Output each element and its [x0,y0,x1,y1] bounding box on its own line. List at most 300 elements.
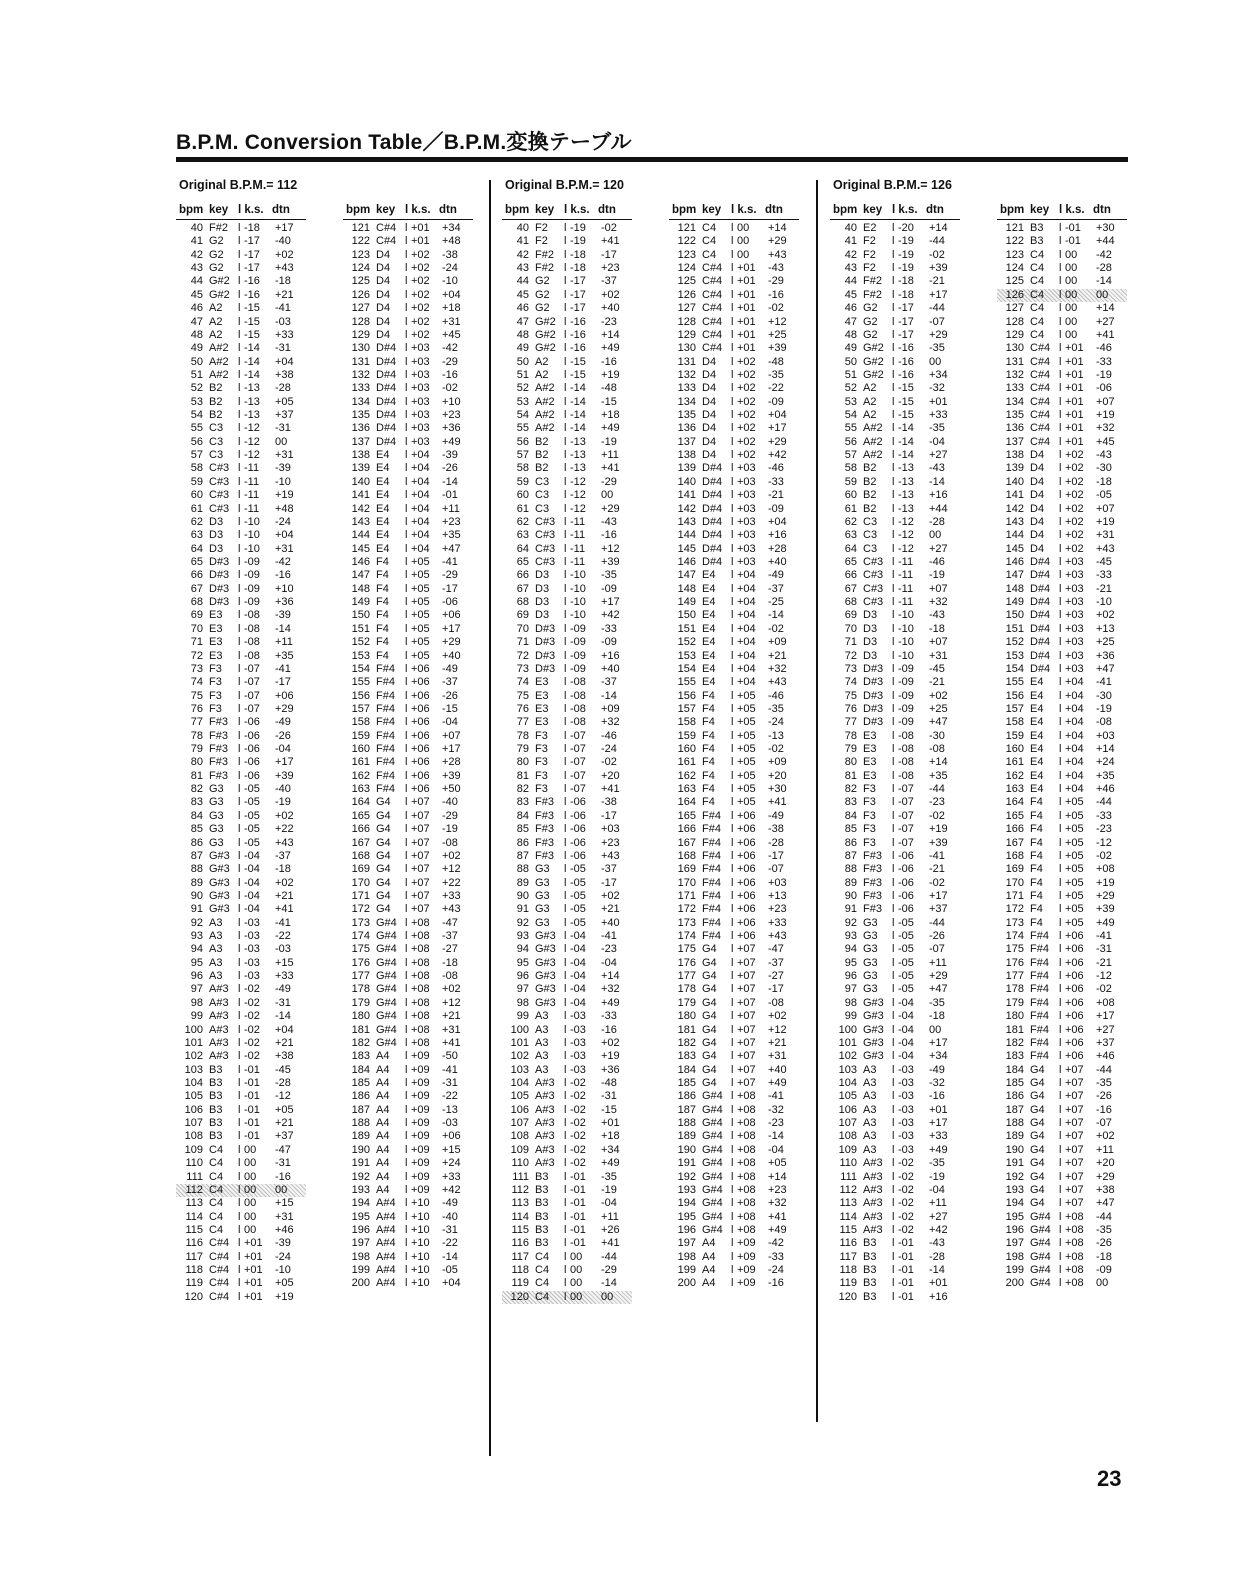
detune-value: -47 [275,1143,291,1156]
key-shift-value: +09 [411,1050,430,1063]
header-ks: l k.s. [238,204,264,216]
key-value: A#4 [376,1197,396,1210]
table-row [502,356,632,369]
separator: l [564,1090,567,1103]
bpm-value: 188 [677,1117,696,1130]
detune-value: +19 [1096,409,1115,422]
bpm-value: 138 [677,449,696,462]
detune-value: +27 [1096,315,1115,328]
separator: l [731,783,734,796]
separator: l [731,1250,734,1263]
key-shift-value: +10 [411,1210,430,1223]
table-row [176,422,306,435]
separator: l [405,1063,408,1076]
key-value: A4 [376,1170,390,1183]
key-shift-value: -14 [898,422,914,435]
separator: l [564,1010,567,1023]
table-row [830,783,960,796]
bpm-value: 172 [351,903,370,916]
detune-value: -04 [929,435,945,448]
table-row [176,516,306,529]
key-shift-value: +05 [411,636,430,649]
separator: l [892,903,895,916]
separator: l [892,1117,895,1130]
separator: l [1059,1010,1062,1023]
detune-value: -46 [1096,342,1112,355]
separator: l [1059,596,1062,609]
detune-value: +30 [768,783,787,796]
separator: l [1059,809,1062,822]
separator: l [892,1250,895,1263]
key-value: C4 [209,1170,224,1183]
detune-value: -04 [768,1143,784,1156]
bpm-value: 146 [1005,555,1024,568]
separator: l [405,983,408,996]
detune-value: -16 [1096,1103,1112,1116]
key-value: D#3 [209,596,230,609]
detune-value: -33 [768,475,784,488]
key-value: A4 [376,1103,390,1116]
separator: l [564,1290,567,1303]
key-shift-value: +08 [737,1197,756,1210]
key-shift-value: -15 [898,395,914,408]
table-row [343,983,473,996]
separator: l [564,248,567,261]
separator: l [564,702,567,715]
table-row [502,730,632,743]
key-value: A#4 [376,1237,396,1250]
bpm-value: 115 [839,1223,857,1236]
bpm-value: 124 [351,262,370,275]
bpm-value: 152 [677,636,696,649]
table-row [669,1157,799,1170]
key-value: A2 [535,355,549,368]
table-row [502,997,632,1010]
bpm-value: 67 [516,582,529,595]
detune-value: -28 [768,836,784,849]
key-value: D4 [702,422,717,435]
separator: l [405,569,408,582]
table-row [176,730,306,743]
key-value: G#4 [702,1103,723,1116]
separator: l [731,529,734,542]
key-value: B2 [863,475,877,488]
bpm-value: 72 [516,649,529,662]
key-value: D4 [702,395,717,408]
key-shift-value: -01 [570,1210,586,1223]
table-row [669,823,799,836]
detune-value: +46 [1096,1050,1115,1063]
separator: l [1059,315,1062,328]
key-value: B2 [209,409,223,422]
bpm-value: 96 [190,970,203,983]
key-value: D#4 [1030,596,1051,609]
table-row [176,890,306,903]
separator: l [892,235,895,248]
bpm-value: 189 [677,1130,696,1143]
separator: l [238,1117,241,1130]
table-column [343,204,473,1291]
bpm-value: 58 [190,462,203,475]
key-shift-value: -17 [898,328,914,341]
key-value: B3 [863,1250,877,1263]
key-value: C3 [535,475,550,488]
detune-value: +18 [601,409,620,422]
table-row [997,1104,1127,1117]
separator: l [731,542,734,555]
table-row [502,1077,632,1090]
bpm-value: 110 [511,1157,529,1170]
detune-value: -10 [442,275,458,288]
key-shift-value: -03 [244,956,260,969]
table-row [176,863,306,876]
separator: l [892,849,895,862]
key-value: G3 [863,943,878,956]
key-value: C3 [863,529,878,542]
separator: l [405,435,408,448]
separator: l [892,302,895,315]
bpm-value: 131 [351,355,370,368]
key-shift-value: -05 [570,863,586,876]
key-value: F#3 [863,876,882,889]
key-shift-value: -08 [570,689,586,702]
table-row [502,1010,632,1023]
key-value: G4 [376,823,391,836]
bpm-value: 71 [844,636,857,649]
detune-value: +25 [1096,636,1115,649]
key-shift-value: -01 [244,1130,260,1143]
separator: l [405,1010,408,1023]
key-value: F4 [376,582,389,595]
bpm-value: 76 [190,702,203,715]
table-row [830,1010,960,1023]
bpm-value: 94 [190,943,203,956]
bpm-value: 166 [677,823,696,836]
detune-value: +29 [929,328,948,341]
bpm-value: 155 [677,676,696,689]
key-shift-value: -13 [244,409,260,422]
key-value: G#4 [702,1223,723,1236]
detune-value: +17 [275,222,294,234]
detune-value: +12 [442,863,461,876]
bpm-value: 74 [190,676,203,689]
separator: l [731,1223,734,1236]
key-value: A3 [863,1063,877,1076]
bpm-value: 147 [351,569,370,582]
bpm-value: 58 [516,462,529,475]
separator: l [731,1130,734,1143]
separator: l [564,1223,567,1236]
key-shift-value: +06 [737,836,756,849]
separator: l [1059,1143,1062,1156]
key-value: G#4 [702,1210,723,1223]
key-shift-value: -08 [244,622,260,635]
separator: l [238,288,241,301]
table-row [502,676,632,689]
bpm-value: 140 [677,475,696,488]
separator: l [238,889,241,902]
bpm-value: 147 [677,569,696,582]
table-row [830,1064,960,1077]
key-shift-value: +10 [411,1237,430,1250]
detune-value: +09 [601,702,620,715]
key-shift-value: +05 [411,555,430,568]
key-shift-value: -04 [570,943,586,956]
key-shift-value: -03 [898,1143,914,1156]
bpm-value: 180 [1005,1010,1024,1023]
table-row [669,1064,799,1077]
key-value: C4 [209,1143,224,1156]
separator: l [892,729,895,742]
key-shift-value: -01 [570,1197,586,1210]
bpm-value: 42 [190,248,203,261]
table-row [997,329,1127,342]
key-shift-value: -17 [570,302,586,315]
bpm-value: 96 [516,970,529,983]
bpm-value: 139 [1005,462,1024,475]
bpm-value: 200 [1005,1277,1024,1290]
bpm-value: 147 [1005,569,1024,582]
bpm-value: 192 [677,1170,696,1183]
bpm-value: 162 [677,769,696,782]
bpm-value: 175 [677,943,696,956]
table-row [669,289,799,302]
separator: l [731,1264,734,1277]
detune-value: -41 [275,916,291,929]
key-value: A3 [535,1010,549,1023]
separator: l [564,889,567,902]
separator: l [405,328,408,341]
key-value: G4 [702,1036,717,1049]
detune-value: -38 [768,823,784,836]
bpm-value: 178 [351,983,370,996]
key-shift-value: -06 [244,729,260,742]
key-value: F#2 [209,222,228,234]
key-shift-value: -09 [244,582,260,595]
table-row [830,1197,960,1210]
key-value: D#4 [376,382,397,395]
detune-value: +35 [929,769,948,782]
detune-value: -41 [1096,930,1112,943]
table-row [502,1117,632,1130]
key-shift-value: -02 [244,1023,260,1036]
table-row [176,1237,306,1250]
detune-value: +18 [601,1130,620,1143]
key-value: F4 [376,636,389,649]
key-shift-value: 00 [570,1250,583,1263]
key-value: F3 [863,836,876,849]
detune-value: -31 [442,1223,458,1236]
bpm-value: 49 [516,342,529,355]
key-value: A2 [863,382,877,395]
key-value: G4 [376,876,391,889]
key-value: G3 [535,903,550,916]
bpm-value: 107 [838,1117,857,1130]
bpm-value: 60 [844,489,857,502]
detune-value: +22 [275,823,294,836]
bpm-value: 179 [1005,996,1024,1009]
table-row [669,489,799,502]
detune-value: -26 [1096,1237,1112,1250]
detune-value: +31 [768,1050,787,1063]
key-shift-value: +03 [737,529,756,542]
separator: l [564,222,567,234]
bpm-value: 118 [185,1264,203,1277]
detune-value: +46 [1096,783,1115,796]
table-row [343,850,473,863]
key-shift-value: +09 [737,1264,756,1277]
detune-value: -29 [442,355,458,368]
key-value: E4 [702,636,716,649]
table-row [343,1010,473,1023]
table-row [669,623,799,636]
table-row [830,396,960,409]
bpm-value: 146 [677,555,696,568]
bpm-value: 193 [351,1183,370,1196]
detune-value: -23 [601,315,617,328]
separator: l [892,796,895,809]
bpm-value: 51 [516,368,529,381]
key-shift-value: +08 [411,983,430,996]
detune-value: +31 [442,315,461,328]
detune-value: +17 [929,288,948,301]
table-row [502,1037,632,1050]
detune-value: +27 [929,449,948,462]
bpm-value: 100 [838,1023,857,1036]
key-shift-value: -03 [570,1050,586,1063]
key-value: G3 [863,956,878,969]
detune-value: -19 [929,1170,945,1183]
separator: l [238,1010,241,1023]
bpm-value: 65 [844,555,857,568]
key-value: A3 [863,1077,877,1089]
table-column [997,204,1127,1291]
key-shift-value: +07 [1065,1103,1084,1116]
key-shift-value: -02 [898,1223,914,1236]
key-value: B3 [863,1277,877,1290]
detune-value: -16 [768,288,784,301]
table-row [830,1211,960,1224]
key-shift-value: -01 [570,1170,586,1183]
table-row [830,1264,960,1277]
table-row [669,770,799,783]
key-shift-value: -12 [244,449,260,462]
bpm-value: 179 [677,996,696,1009]
key-shift-value: +05 [1065,836,1084,849]
key-value: C4 [535,1264,550,1277]
detune-value: -35 [1096,1223,1112,1236]
table-row [669,943,799,956]
separator: l [892,555,895,568]
key-value: F#3 [209,729,228,742]
key-shift-value: -08 [570,676,586,689]
separator: l [564,983,567,996]
table-row [502,422,632,435]
detune-value: -44 [601,1250,617,1263]
separator: l [405,769,408,782]
table-row [830,997,960,1010]
detune-value: -16 [442,368,458,381]
section-title: Original B.P.M.= 120 [505,178,624,192]
detune-value: +43 [442,903,461,916]
key-shift-value: -05 [898,983,914,996]
key-shift-value: +04 [737,596,756,609]
key-value: F4 [1030,916,1043,929]
table-row [830,462,960,475]
detune-value: +03 [1096,729,1115,742]
table-row [830,1050,960,1063]
bpm-value: 170 [677,876,696,889]
separator: l [564,422,567,435]
key-shift-value: +04 [411,529,430,542]
bpm-value: 65 [190,555,203,568]
separator: l [238,836,241,849]
separator: l [405,809,408,822]
detune-value: -40 [442,1210,458,1223]
table-row [343,810,473,823]
detune-value: +39 [768,342,787,355]
table-row [176,235,306,248]
bpm-value: 59 [844,475,857,488]
detune-value: +40 [442,649,461,662]
key-value: G#2 [535,342,556,355]
detune-value: -43 [1096,449,1112,462]
key-value: F3 [209,676,222,689]
separator: l [405,743,408,756]
key-shift-value: +07 [411,849,430,862]
original-bpm-row [176,1184,306,1197]
separator: l [1059,676,1062,689]
key-value: C#3 [863,582,884,595]
separator: l [405,502,408,515]
key-value: D4 [702,368,717,381]
detune-value: +21 [275,889,294,902]
bpm-value: 104 [510,1077,529,1089]
key-shift-value: -01 [898,1250,914,1263]
key-shift-value: -07 [898,796,914,809]
key-value: A#3 [535,1117,555,1130]
separator: l [238,395,241,408]
separator: l [1059,569,1062,582]
key-shift-value: -04 [898,1023,914,1036]
detune-value: -08 [1096,716,1112,729]
key-shift-value: -09 [898,716,914,729]
bpm-value: 135 [677,409,696,422]
key-shift-value: +07 [737,1077,756,1089]
detune-value: +05 [768,1157,787,1170]
separator: l [892,1197,895,1210]
bpm-value: 160 [677,743,696,756]
table-row [343,329,473,342]
bpm-value: 100 [184,1023,203,1036]
bpm-value: 127 [1005,302,1024,315]
detune-value: +25 [768,328,787,341]
bpm-value: 64 [516,542,529,555]
bpm-value: 153 [1005,649,1024,662]
key-shift-value: -19 [898,235,914,248]
detune-value: -37 [442,930,458,943]
separator: l [1059,1103,1062,1116]
bpm-value: 189 [1005,1130,1024,1143]
key-value: A4 [702,1237,716,1250]
separator: l [731,248,734,261]
key-shift-value: -07 [898,783,914,796]
detune-value: +42 [768,449,787,462]
table-row [830,877,960,890]
key-shift-value: -10 [244,529,260,542]
key-shift-value: +01 [737,328,756,341]
separator: l [238,970,241,983]
